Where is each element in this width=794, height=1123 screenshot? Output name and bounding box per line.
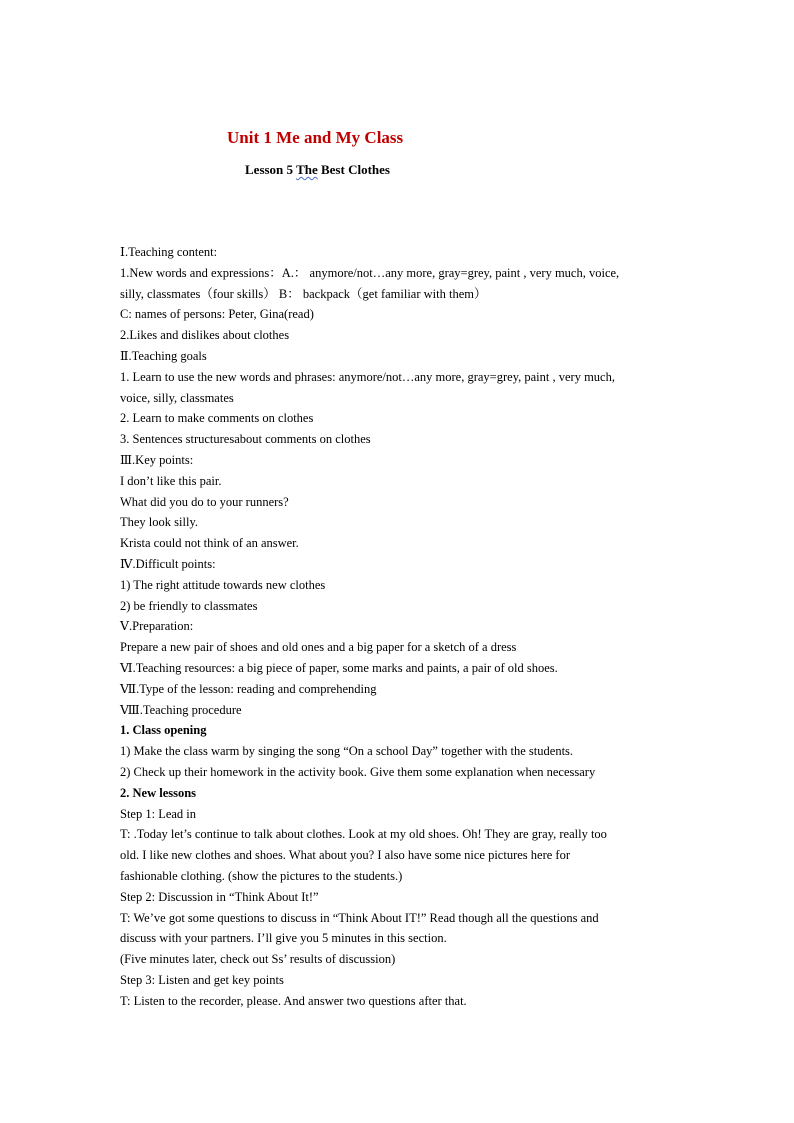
text-line: 1) The right attitude towards new clothes — [120, 577, 326, 592]
text-line: T: .Today let’s continue to talk about clothes. Look at my old shoes. Oh! They are gray, really too — [120, 827, 607, 842]
text-line: T: We’ve got some questions to discuss in “Think About IT!” Read though all the questions and — [120, 910, 599, 925]
section-heading: 1. Class opening — [120, 723, 207, 738]
lesson-rest: Best Clothes — [317, 162, 390, 177]
text-line: voice, silly, classmates — [120, 390, 234, 405]
lesson-prefix: Lesson 5 — [245, 162, 297, 177]
text-line: Ⅱ.Teaching goals — [120, 348, 207, 363]
text-line: old. I like new clothes and shoes. What about you? I also have some nice pictures here for — [120, 848, 570, 863]
lesson-body — [120, 242, 685, 1011]
text-line: discuss with your partners. I’ll give you 5 minutes in this section. — [120, 931, 447, 946]
text-line: 1. Learn to use the new words and phrases: anymore/not…any more, gray=grey, paint , very much, — [120, 369, 615, 384]
text-line: What did you do to your runners? — [120, 494, 289, 509]
text-line: C: names of persons: Peter, Gina(read) — [120, 307, 314, 322]
text-line: Step 1: Lead in — [120, 806, 197, 821]
text-line: Ⅵ.Teaching resources: a big piece of paper, some marks and paints, a pair of old shoes. — [120, 660, 558, 675]
text-line: Prepare a new pair of shoes and old ones and a big paper for a sketch of a dress — [120, 640, 517, 655]
text-line: silly, classmates（four skills） B： backpack（get familiar with them） — [120, 286, 487, 301]
text-line: 2. Learn to make comments on clothes — [120, 411, 314, 426]
unit-title: Unit 1 Me and My Class — [227, 128, 404, 147]
text-line: Ⅲ.Key points: — [120, 452, 194, 467]
text-line: 2) be friendly to classmates — [120, 598, 258, 613]
text-line: 1.New words and expressions：A.： anymore/not…any more, gray=grey, paint , very much, voice, — [120, 265, 620, 280]
text-line: Ⅰ.Teaching content: — [120, 245, 218, 259]
lesson-title — [245, 162, 390, 178]
text-line: They look silly. — [120, 515, 199, 530]
text-line: 2.Likes and dislikes about clothes — [120, 328, 290, 343]
text-line: (Five minutes later, check out Ss’ results of discussion) — [120, 952, 396, 967]
text-line: 3. Sentences structuresabout comments on clothes — [120, 432, 371, 447]
section-heading: 2. New lessons — [120, 785, 197, 800]
text-line: 1) Make the class warm by singing the song “On a school Day” together with the students. — [120, 744, 574, 759]
text-line: Ⅴ.Preparation: — [120, 619, 194, 634]
text-line: I don’t like this pair. — [120, 473, 222, 488]
text-line: Ⅷ.Teaching procedure — [120, 702, 242, 717]
text-line: fashionable clothing. (show the pictures to the students.) — [120, 868, 403, 883]
text-line: Ⅶ.Type of the lesson: reading and comprehending — [120, 681, 377, 696]
lesson-the-word: The — [296, 162, 318, 177]
text-line: Step 3: Listen and get key points — [120, 972, 284, 987]
text-line: 2) Check up their homework in the activity book. Give them some explanation when necessary — [120, 764, 596, 779]
text-line: Ⅳ.Difficult points: — [120, 556, 216, 571]
text-line: Krista could not think of an answer. — [120, 536, 299, 551]
text-line: Step 2: Discussion in “Think About It!” — [120, 889, 319, 904]
text-line: T: Listen to the recorder, please. And answer two questions after that. — [120, 993, 467, 1008]
